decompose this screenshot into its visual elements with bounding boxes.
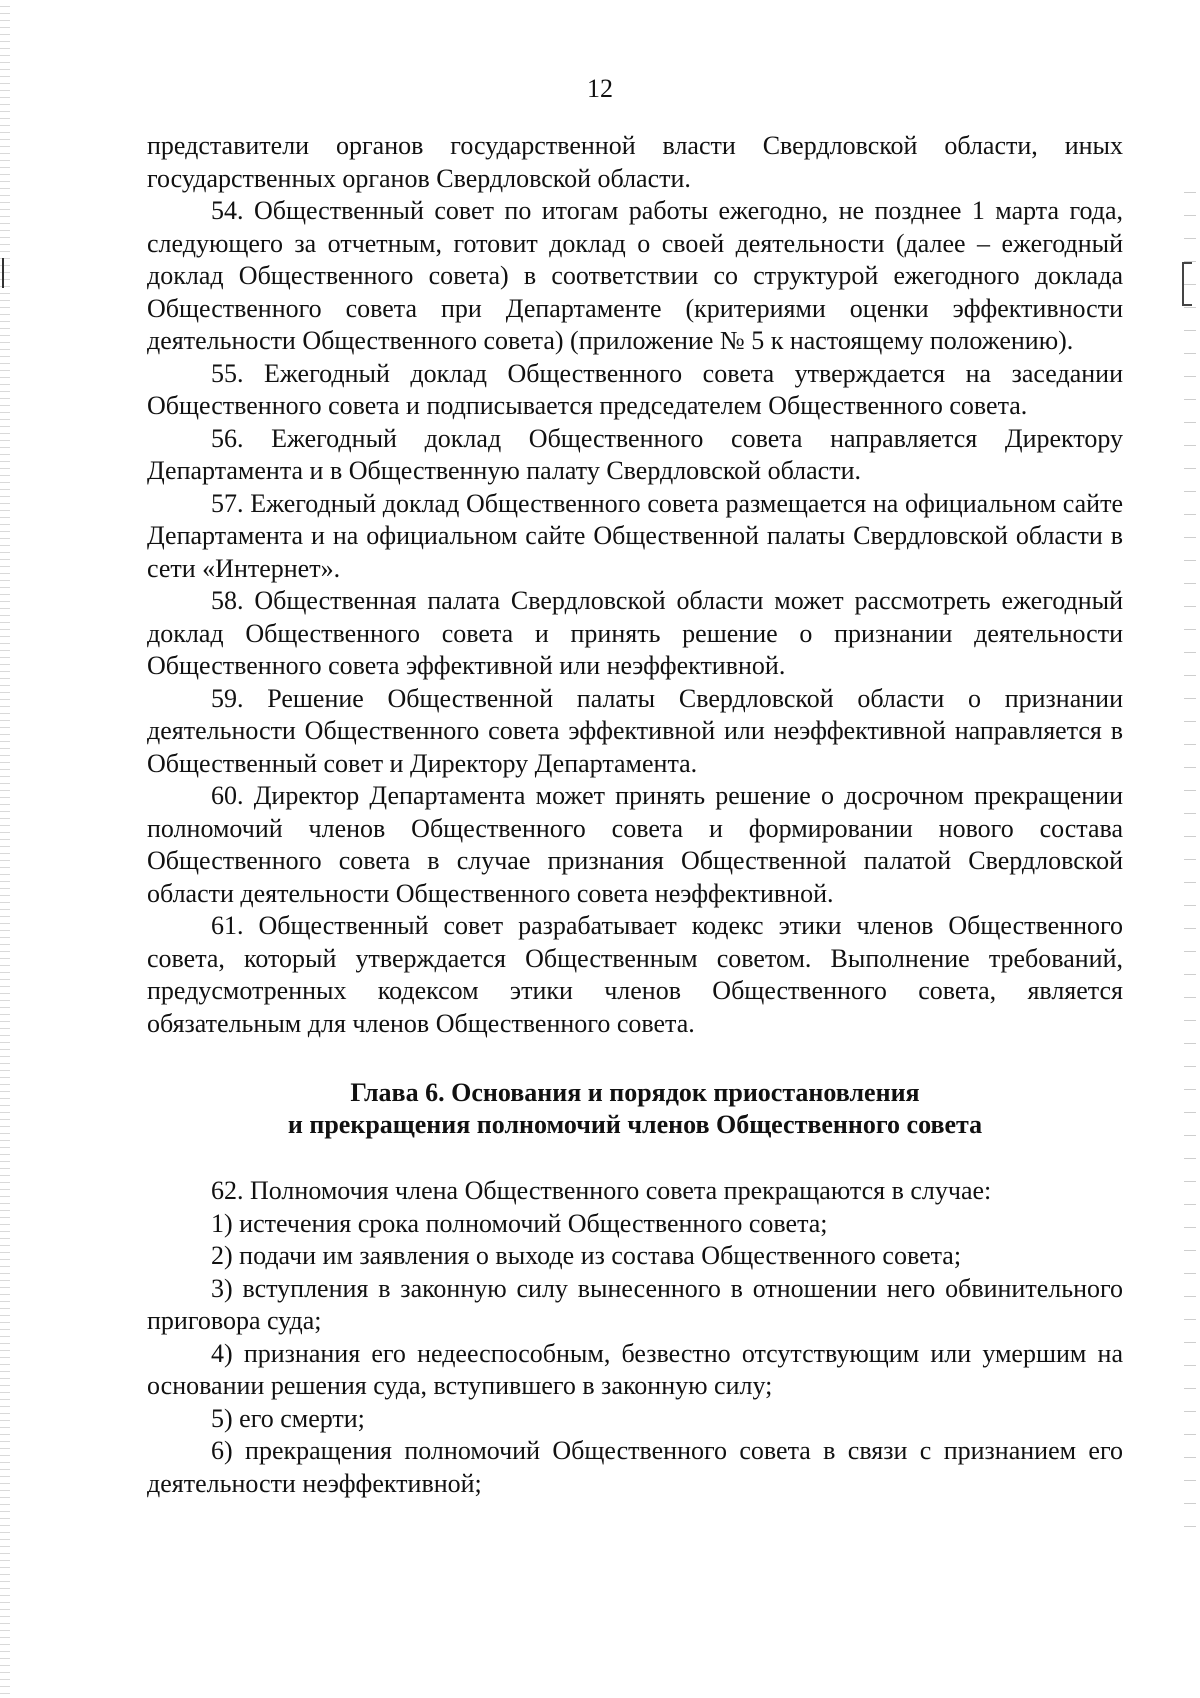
chapter-heading-line-2: и прекращения полномочий членов Общественного совета (287, 1110, 983, 1139)
paragraph-p58: 58. Общественная палата Свердловской области может рассмотреть ежегодный доклад Общественного совета и принять решение о признании деятельности Общественного совета эффективной или неэффективной. (147, 586, 1123, 680)
paragraph-p60: 60. Директор Департамента может принять решение о досрочном прекращении полномочий членов Общественного совета и формировании нового состава Общественного совета в случае признания Общественной палатой Свердловской области деятельности Общественного совета неэффективной. (147, 781, 1123, 908)
paragraph-p62_2: 2) подачи им заявления о выходе из состава Общественного совета; (211, 1241, 962, 1270)
paragraph-p59: 59. Решение Общественной палаты Свердловской области о признании деятельности Общественного совета эффективной или неэффективной направляется в Общественный совет и Директору Департамента. (147, 683, 1123, 778)
scan-mark-left (2, 258, 12, 288)
paragraph-p55: 55. Ежегодный доклад Общественного совета утверждается на заседании Общественного совета и подписывается председателем Общественного совета. (147, 358, 1123, 420)
page-number: 12 (587, 74, 613, 103)
scan-edge-right (1184, 170, 1196, 1530)
paragraph-p61: 61. Общественный совет разрабатывает кодекс этики членов Общественного совета, который утверждается Общественным советом. Выполнение требований, предусмотренных кодексом этики членов Общественного совета, является обязательным для членов Общественного совета. (147, 911, 1123, 1038)
paragraph-p62_6: 6) прекращения полномочий Общественного совета в связи с признанием его деятельности неэффективной; (147, 1436, 1123, 1498)
paragraph-cont: представители органов государственной власти Свердловской области, иных государственных органов Свердловской области. (147, 131, 1123, 193)
paragraph-p62_1: 1) истечения срока полномочий Общественного совета; (211, 1208, 828, 1238)
paragraph-p56: 56. Ежегодный доклад Общественного совета направляется Директору Департамента и в Общественную палату Свердловской области. (147, 423, 1123, 485)
chapter-heading-line-1: Глава 6. Основания и порядок приостановления (350, 1078, 920, 1107)
scan-edge-left (0, 0, 10, 1698)
document-body (147, 130, 1123, 1500)
paragraphs-top (147, 130, 1123, 1040)
paragraph-p57: 57. Ежегодный доклад Общественного совета размещается на официальном сайте Департамента и на официальном сайте Общественной палаты Свердловской области в сети «Интернет». (147, 488, 1123, 583)
paragraphs-bottom (147, 1175, 1123, 1500)
paragraph-p62_5: 5) его смерти; (211, 1403, 365, 1433)
paragraph-p62_4: 4) признания его недееспособным, безвестно отсутствующим или умершим на основании решения суда, вступившего в законную силу; (147, 1338, 1123, 1400)
paragraph-p62_3: 3) вступления в законную силу вынесенного в отношении него обвинительного приговора суда; (147, 1273, 1123, 1335)
paragraph-p62: 62. Полномочия члена Общественного совета прекращаются в случае: (211, 1176, 992, 1205)
paragraph-p54: 54. Общественный совет по итогам работы ежегодно, не позднее 1 марта года, следующего за отчетным, готовит доклад о своей деятельности (далее – ежегодный доклад Общественного совета) в соответствии со структурой ежегодного доклада Общественного совета при Департаменте (критериями оценки эффективности деятельности Общественного совета) (приложение № 5 к настоящему положению). (147, 196, 1123, 355)
scan-mark-right (1182, 262, 1192, 306)
chapter-heading (147, 1077, 1123, 1141)
